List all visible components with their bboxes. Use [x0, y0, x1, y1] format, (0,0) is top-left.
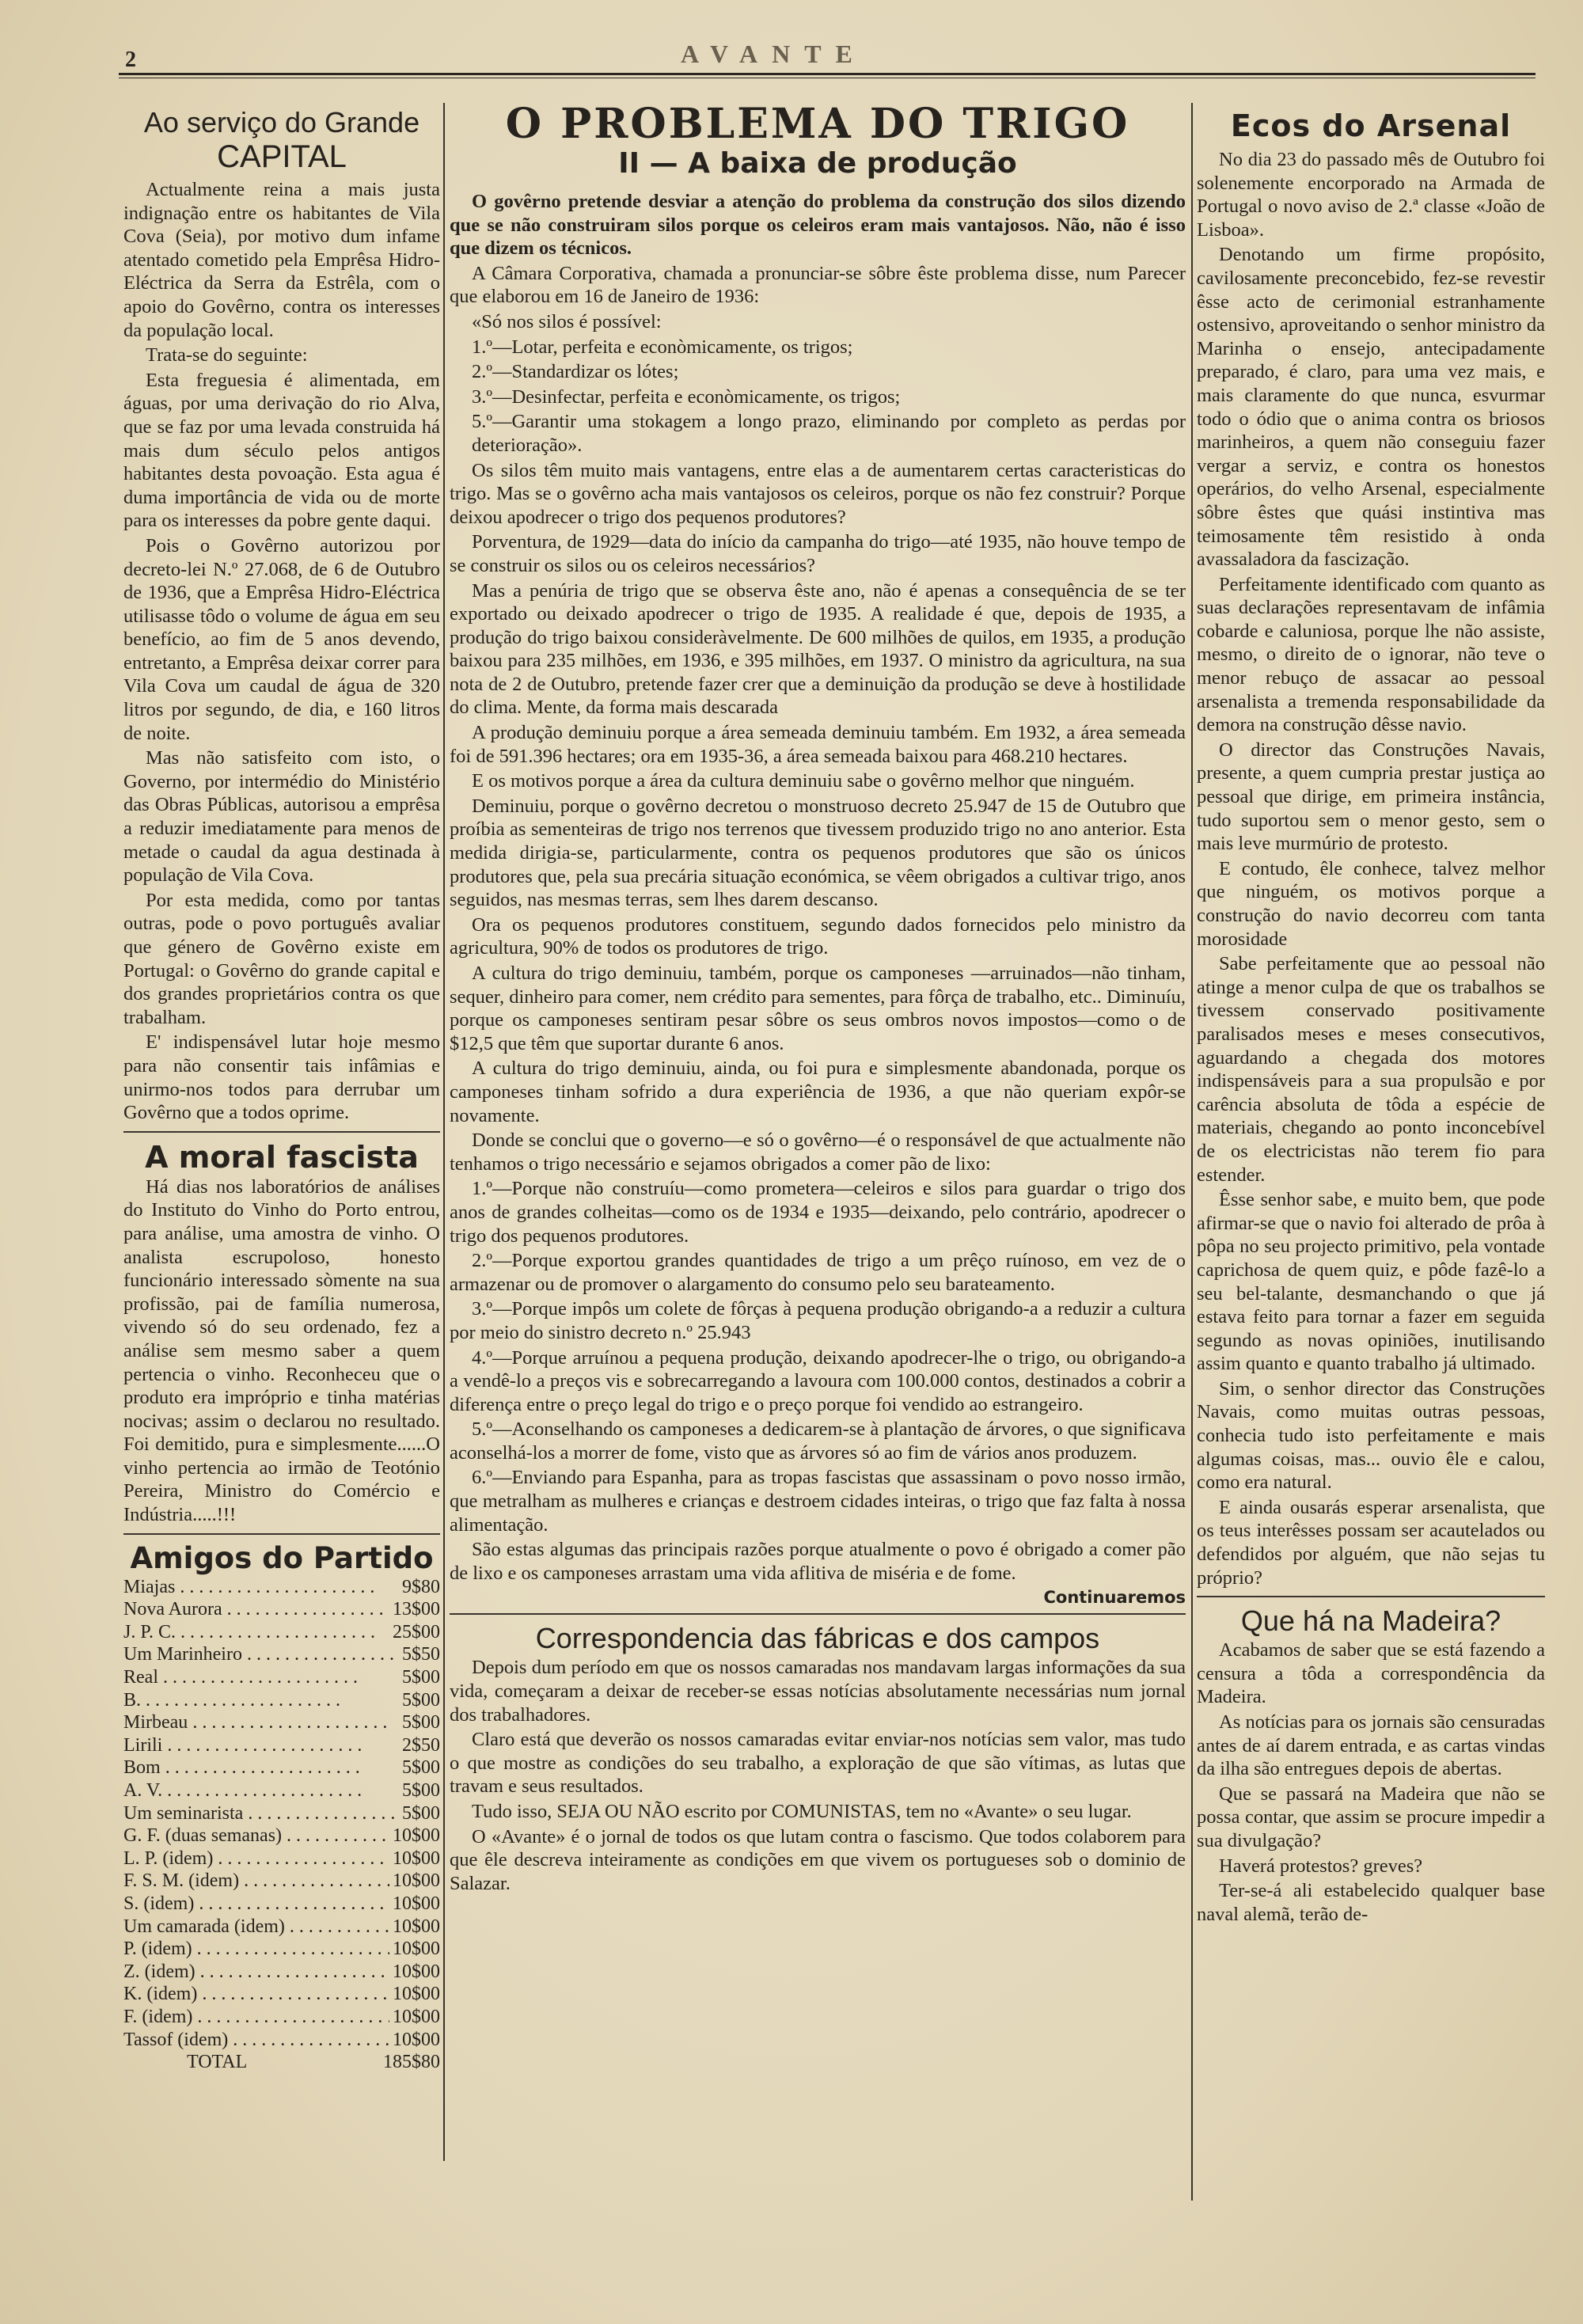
amigos-amount: 5$00: [402, 1667, 440, 1688]
article-paragraph: Mas a penúria de trigo que se observa êste ano, não é apenas a consequência de se ter exportado ou deixado apodrecer o trigo de 1935. A realidade é que, depois de 1935, a produção do trigo baixou consideràvelmente. De 600 milhões de quilos, em 1935, a produção baixou para 235 milhões, em 1936, e 395 milhões, em 1937. O ministro da agricultura, na sua nota de 2 de Outubro, pretende fazer crer que a deminuição da produção se deve à hostilidade do clima. Mente, da forma mais descarada: [450, 579, 1186, 719]
correspondencia-headline: Correspondencia das fábricas e dos campos: [535, 1622, 1100, 1655]
amigos-amount: 10$00: [393, 1870, 440, 1892]
article-paragraph: Perfeitamente identificado com quanto as suas declarações representavam de infâmia cobarde e caluniosa, porque lhe não assiste, mesmo, o direito de o ignorar, não teve o menor rebuço de assacar ao pessoal arsenalista a tremenda responsabilidade da demora na construção dêsse navio.: [1197, 573, 1545, 736]
amigos-row: [123, 1621, 440, 1644]
article-paragraph: «Só nos silos é possível:: [472, 310, 662, 332]
amigos-row: [123, 1916, 440, 1939]
section-divider: [450, 1613, 1186, 1615]
amigos-name: P. (idem) . . .: [123, 1938, 389, 1961]
article-paragraph: Por esta medida, como por tantas outras, pode o povo português avaliar que género de Govêrno existe em Portugal: o Govêrno do grande capital e dos grandes proprietários contra os que trabalham.: [123, 889, 440, 1028]
amigos-row: [123, 1643, 440, 1666]
capital-headline-line2: CAPITAL: [217, 139, 347, 174]
article-paragraph: E contudo, êle conhece, talvez melhor que ninguém, os motivos porque a construção do navio decorreu com tanta morosidade: [1197, 857, 1545, 950]
amigos-headline: Amigos do Partido: [130, 1540, 434, 1575]
trigo-subhead: II — A baixa de produção: [618, 147, 1017, 180]
amigos-name: K. (idem) . . .: [123, 1983, 389, 2006]
article-paragraph: Sim, o senhor director das Construções Navais, como muitas outras pessoas, conhecia tudo isto perfeitamente e mais algumas coisas, mas... ouvio êle e calou, como era natural.: [1197, 1377, 1545, 1494]
amigos-amount: 10$00: [393, 1825, 440, 1847]
article-paragraph: Denotando um firme propósito, cavilosamente preconcebido, fez-se revestir êsse acto de cerimonial estranhamente ostensivo, aproveitando o senhor ministro da Marinha o ensejo, antecipadamente preparado, é claro, para uma vez mais, e mais claramente do que nunca, esvurmar todo o ódio que o anima contra os briosos marinheiros, a quem não conseguiu fazer vergar a serviz, e contra os honestos operários, do velho Arsenal, especialmente sôbre êstes que quási instintiva mas teimosamente têm resistido à onda avassaladora da fascização.: [1197, 244, 1545, 571]
article-paragraph: E os motivos porque a área da cultura deminuiu sabe o govêrno melhor que ninguém.: [472, 770, 1135, 792]
amigos-row: [123, 1893, 440, 1916]
total-label: TOTAL: [187, 2052, 248, 2073]
amigos-amount: 10$00: [393, 1984, 440, 2005]
amigos-name: B. . . .: [123, 1689, 399, 1712]
capital-article: [123, 178, 440, 1125]
amigos-row: [123, 1576, 440, 1599]
column-rule-left: [443, 103, 445, 2161]
moral-paragraph: Há dias nos laboratórios de análises do Instituto do Vinho do Porto entrou, para análise, uma amostra de vinho. O analista escrupoloso, honesto funcionário interessado sòmente na sua profissão, pai de família numerosa, vivendo só do seu ordenado, fez a análise sem mesmo saber a quem pertencia o vinho. Reconheceu que o produto era impróprio e tinha matérias nocivas; assim o declarou no resultado. Foi demitido, pura e simplesmente......O vinho pertencia ao irmão de Teotónio Pereira, Ministro do Comércio e Indústria.....!!!: [123, 1175, 440, 1526]
amigos-name: Lirili . . .: [123, 1734, 399, 1757]
madeira-paragraph: Acabamos de saber que se está fazendo a censura a tôda a correspondência da Madeira.: [1197, 1639, 1545, 1708]
amigos-row: [123, 1711, 440, 1734]
column-rule-right: [1191, 103, 1193, 2201]
article-paragraph: 5.º—Garantir uma stokagem a longo prazo, eliminando por completo as perdas por deterioração».: [472, 411, 1186, 456]
article-paragraph: Ora os pequenos produtores constituem, segundo dados fornecidos pelo ministro da agricultura, 90% de todos os produtores de trigo.: [450, 913, 1186, 959]
amigos-name: L. P. (idem) . . .: [123, 1847, 389, 1870]
amigos-amount: 5$00: [402, 1689, 440, 1711]
article-paragraph: A produção deminuiu porque a área semeada deminuiu também. Em 1932, a área semeada foi de 591.396 hectares; ora em 1935-36, a área semeada baixou para 468.210 hectares.: [450, 722, 1186, 767]
amigos-row: [123, 1689, 440, 1712]
article-paragraph: Os silos têm muito mais vantagens, entre elas a de aumentarem certas caracteristicas do trigo. Mas se o govêrno acha mais vantajosos os celeiros, porque os não fez construir? Porque deixou apodrecer o trigo dos pequenos produtores?: [450, 459, 1186, 528]
article-paragraph: Porventura, de 1929—data do início da campanha do trigo—até 1935, não houve tempo de se construir os silos ou os celeiros necessários?: [450, 531, 1186, 576]
amigos-name: A. V. . . .: [123, 1779, 399, 1802]
article-paragraph: No dia 23 do passado mês de Outubro foi solenemente encorporado na Armada de Portugal o novo aviso de 2.ª classe «João de Lisboa».: [1197, 149, 1545, 241]
amigos-name: Bom . . .: [123, 1756, 399, 1779]
amigos-amount: 10$00: [393, 1847, 440, 1869]
amigos-list: [123, 1576, 440, 2051]
amigos-name: Um camarada (idem) . . .: [123, 1916, 389, 1939]
amigos-name: Mirbeau . . .: [123, 1711, 399, 1734]
article-paragraph: 3.º—Porque impôs um colete de fôrças à pequena produção obrigando-a a reduzir a cultura por meio do sinistro decreto n.º 25.943: [450, 1298, 1186, 1343]
madeira-paragraph: As notícias para os jornais são censuradas antes de aí darem entrada, e as cartas vindas da ilha são entregues depois de abertas.: [1197, 1711, 1545, 1780]
article-paragraph: 5.º—Aconselhando os camponeses a dedicarem-se à plantação de árvores, o que significava aconselhá-los a morrer de fome, visto que as árvores só ao fim de vários anos produzem.: [450, 1418, 1186, 1464]
masthead: AVANTE: [681, 40, 867, 68]
amigos-amount: 10$00: [393, 1893, 440, 1914]
section-divider: [123, 1131, 440, 1133]
article-paragraph: Êsse senhor sabe, e muito bem, que pode afirmar-se que o navio foi alterado de prôa à pôpa no seu projecto primitivo, pela vontade caprichosa de quem quiz, e pôde fazê-lo a seu bel-talante, desmanchando o que já estava feito para tornar a fazer em seguida segundo as novas opiniões, inutilisando assim quanto e quanto trabalho já ultimado.: [1197, 1189, 1545, 1375]
article-paragraph: O director das Construções Navais, presente, a quem cumpria prestar justiça ao pessoal que dirige, em primeira instância, tudo suportou sem o menor gesto, sem o mais leve murmúrio de protesto.: [1197, 739, 1545, 855]
article-paragraph: A cultura do trigo deminuiu, ainda, ou foi pura e simplesmente abandonada, porque os camponeses tinham sofrido a dura experiência de 1936, a que não queriam expôr-se novamente.: [450, 1058, 1186, 1126]
article-paragraph: São estas algumas das principais razões porque atualmente o povo é obrigado a comer pão de lixo e os camponeses arrastam uma vida aflitiva de miséria e de fome.: [450, 1539, 1186, 1584]
amigos-amount: 10$00: [393, 1939, 440, 1960]
center-column: [450, 101, 1186, 2310]
amigos-row: [123, 1756, 440, 1779]
left-column: [123, 107, 440, 2307]
article-paragraph: Deminuiu, porque o govêrno decretou o monstruoso decreto 25.947 de 15 de Outubro que proíbia as sementeiras de trigo nos terrenos que tivessem produzido trigo no ano anterior. Esta medida dirigia-se, particularmente, contra os pequenos produtores que são os únicos produtores que, pela sua precária situação económica, se vêem obrigados a cultivar trigo, anos seguidos, nas mesmas terras, sem lhes darem descanso.: [450, 795, 1186, 911]
amigos-row: [123, 1825, 440, 1847]
correspondencia-paragraph: O «Avante» é o jornal de todos os que lutam contra o fascismo. Que todos colaborem para que êle descreva inteiramente as condições em que vivem os portugueses sob o dominio de Salazar.: [450, 1825, 1186, 1894]
correspondencia-paragraph: Claro está que deverão os nossos camaradas evitar enviar-nos notícias sem valor, mas tudo o que mostre as condições do seu trabalho, a exploração de que são vítimas, as lutas que travam e seus resultados.: [450, 1729, 1186, 1798]
amigos-amount: 5$00: [402, 1757, 440, 1779]
article-paragraph: Sabe perfeitamente que ao pessoal não atinge a menor culpa de que os trabalhos se tivessem conservado positivamente paralisados meses e meses consecutivos, aguardando a chegada dos motores indispensáveis para a sua propulsão e por carência absoluta de tôda a espécie de materiais, chegando ao ponto inconcebível de os electricistas não terem fio para estender.: [1197, 953, 1545, 1186]
section-divider: [1197, 1596, 1545, 1597]
page-number: 2: [125, 47, 136, 72]
amigos-amount: 10$00: [393, 1916, 440, 1937]
amigos-name: Nova Aurora . . .: [123, 1598, 389, 1621]
article-paragraph: Pois o Govêrno autorizou por decreto-lei N.º 27.068, de 6 de Outubro de 1936, que a Emprêsa Hidro-Eléctrica utilisasse tôdo o volume de água em seu benefício, ao fim de 5 anos devendo, entretanto, a Emprêsa deixar correr para Vila Cova um caudal de água de 320 litros por segundo, de dia, e 160 litros de noite.: [123, 534, 440, 744]
amigos-amount: 2$50: [402, 1734, 440, 1756]
amigos-total: [123, 2051, 440, 2074]
top-rule: [119, 73, 1536, 75]
article-paragraph: A cultura do trigo deminuiu, também, porque os camponeses —arruinados—não tinham, sequer, dinheiro para comer, nem crédito para sementes, para fôrça de trabalho, etc.. Diminuíu, porque os camponeses sentiram pesar sôbre os seus ombros novos impostos—como o de $12,5 que têm que suportar durante 6 anos.: [450, 963, 1186, 1054]
correspondencia-paragraph: Depois dum período em que os nossos camaradas nos mandavam largas informações da sua vida, começaram a deixar de receber-se essas notícias absolutamente necessárias num jornal dos trabalhadores.: [450, 1657, 1186, 1726]
madeira-paragraph: Ter-se-á ali estabelecido qualquer base naval alemã, terão de-: [1197, 1880, 1545, 1925]
amigos-name: Tassof (idem) . . .: [123, 2029, 389, 2052]
amigos-name: S. (idem) . . .: [123, 1893, 389, 1916]
trigo-lead: O govêrno pretende desviar a atenção do problema da construção dos silos dizendo que se não construiram silos porque os celeiros eram mais vantajosos. Não, não é isso que dizem os técnicos.: [450, 191, 1186, 260]
right-column: [1197, 107, 1545, 2307]
amigos-amount: 5$50: [402, 1644, 440, 1665]
article-paragraph: Trata-se do seguinte:: [146, 344, 308, 366]
article-paragraph: 3.º—Desinfectar, perfeita e econòmicamente, os trigos;: [472, 385, 901, 408]
amigos-name: Real . . .: [123, 1666, 399, 1689]
article-paragraph: E' indispensável lutar hoje mesmo para não consentir tais infâmias e unirmo-nos todos para derrubar um Govêrno que a todos oprime.: [123, 1031, 440, 1124]
continua-signature: Continuaremos: [1043, 1588, 1186, 1608]
article-paragraph: 1.º—Lotar, perfeita e econòmicamente, os trigos;: [472, 336, 853, 358]
amigos-row: [123, 1779, 440, 1802]
amigos-row: [123, 1961, 440, 1984]
amigos-name: Um seminarista . . .: [123, 1802, 399, 1825]
amigos-row: [123, 1598, 440, 1621]
amigos-row: [123, 1802, 440, 1825]
section-divider: [123, 1533, 440, 1535]
amigos-amount: 9$80: [402, 1576, 440, 1597]
amigos-row: [123, 2006, 440, 2029]
amigos-name: Um Marinheiro . . .: [123, 1643, 399, 1666]
trigo-headline: O PROBLEMA DO TRIGO: [505, 101, 1130, 148]
amigos-amount: 10$00: [393, 2029, 440, 2050]
amigos-amount: 5$00: [402, 1780, 440, 1801]
article-paragraph: 2.º—Standardizar os lótes;: [472, 361, 679, 383]
madeira-paragraph: Que se passará na Madeira que não se possa contar, que assim se procure impedir a sua divulgação?: [1197, 1783, 1545, 1851]
article-paragraph: Esta freguesia é alimentada, em águas, por uma derivação do rio Alva, que se faz por uma levada construida há mais dum século pelos antigos habitantes desta povoação. Esta agua é duma importância de vida ou de morte para os interesses da pobre gente daqui.: [123, 369, 440, 532]
article-paragraph: Actualmente reina a mais justa indignação entre os habitantes de Vila Cova (Seia), por motivo dum infame atentado cometido pela Emprêsa Hidro-Eléctrica da Serra da Estrêla, com o apoio do Govêrno, contra os interesses da população local.: [123, 179, 440, 341]
article-paragraph: A Câmara Corporativa, chamada a pronunciar-se sôbre êste problema disse, num Parecer que elaborou em 16 de Janeiro de 1936:: [450, 262, 1186, 308]
article-paragraph: 2.º—Porque exportou grandes quantidades de trigo a um prêço ruínoso, em vez de o armazenar ou de promover o alargamento do consumo pelo seu barateamento.: [450, 1250, 1186, 1295]
amigos-amount: 10$00: [393, 1961, 440, 1982]
amigos-amount: 10$00: [393, 2006, 440, 2027]
amigos-amount: 5$00: [402, 1712, 440, 1734]
amigos-amount: 13$00: [393, 1599, 440, 1620]
amigos-name: Z. (idem) . . .: [123, 1961, 389, 1984]
amigos-name: J. P. C. . . .: [123, 1621, 389, 1644]
amigos-row: [123, 1666, 440, 1689]
amigos-row: [123, 1734, 440, 1757]
amigos-name: G. F. (duas semanas) . . .: [123, 1825, 389, 1847]
article-paragraph: 6.º—Enviando para Espanha, para as tropas fascistas que assassinam o povo nosso irmão, que metralham as mulheres e crianças e destroem cidades inteiras, o trigo que faz falta à nossa alimentação.: [450, 1467, 1186, 1536]
article-paragraph: 1.º—Porque não construíu—como prometera—celeiros e silos para guardar o trigo dos anos de grandes colheitas—como os de 1934 e 1935—deixando, pelo contrário, apodrecer o trigo dos pequenos produtores.: [450, 1178, 1186, 1247]
amigos-amount: 5$00: [402, 1802, 440, 1824]
capital-headline-line1: Ao serviço do Grande: [143, 107, 420, 139]
amigos-name: Miajas . . .: [123, 1576, 399, 1599]
total-amount: 185$80: [383, 2052, 440, 2073]
amigos-row: [123, 2029, 440, 2052]
arsenal-article: [1197, 148, 1545, 1589]
amigos-row: [123, 1870, 440, 1893]
madeira-paragraph: Haverá protestos? greves?: [1219, 1855, 1423, 1877]
trigo-article: [450, 190, 1186, 1607]
arsenal-headline: Ecos do Arsenal: [1230, 108, 1512, 143]
article-paragraph: Mas não satisfeito com isto, o Governo, por intermédio do Ministério das Obras Públicas, autorisou a emprêsa a reduzir imediatamente para menos de metade o caudal da agua destinada à população de Vila Cova.: [123, 747, 440, 887]
amigos-row: [123, 1847, 440, 1870]
correspondencia-paragraph: Tudo isso, SEJA OU NÃO escrito por COMUNISTAS, tem no «Avante» o seu lugar.: [472, 1801, 1132, 1822]
amigos-row: [123, 1938, 440, 1961]
madeira-headline: Que há na Madeira?: [1240, 1604, 1501, 1638]
article-paragraph: E ainda ousarás esperar arsenalista, que os teus interêsses possam ser acautelados ou defendidos por alguém, que não sejas tu próprio?: [1197, 1496, 1545, 1589]
amigos-name: F. (idem) . . .: [123, 2006, 389, 2029]
article-paragraph: Donde se conclui que o governo—e só o govêrno—é o responsável de que actualmente não tenhamos o trigo necessário e sejamos obrigados a comer pão de lixo:: [450, 1130, 1186, 1175]
amigos-name: F. S. M. (idem) . . .: [123, 1870, 389, 1893]
amigos-row: [123, 1983, 440, 2006]
moral-headline: A moral fascista: [145, 1139, 419, 1175]
amigos-amount: 25$00: [393, 1621, 440, 1642]
article-paragraph: 4.º—Porque arruínou a pequena produção, deixando apodrecer-lhe o trigo, ou obrigando-a a vendê-lo a preços vis e sobrecarregando a lavoura com 100.000 contos, destinados a cobrir a diferença entre o preço legal do trigo e o preço porque foi vendido ao estrangeiro.: [450, 1346, 1186, 1415]
